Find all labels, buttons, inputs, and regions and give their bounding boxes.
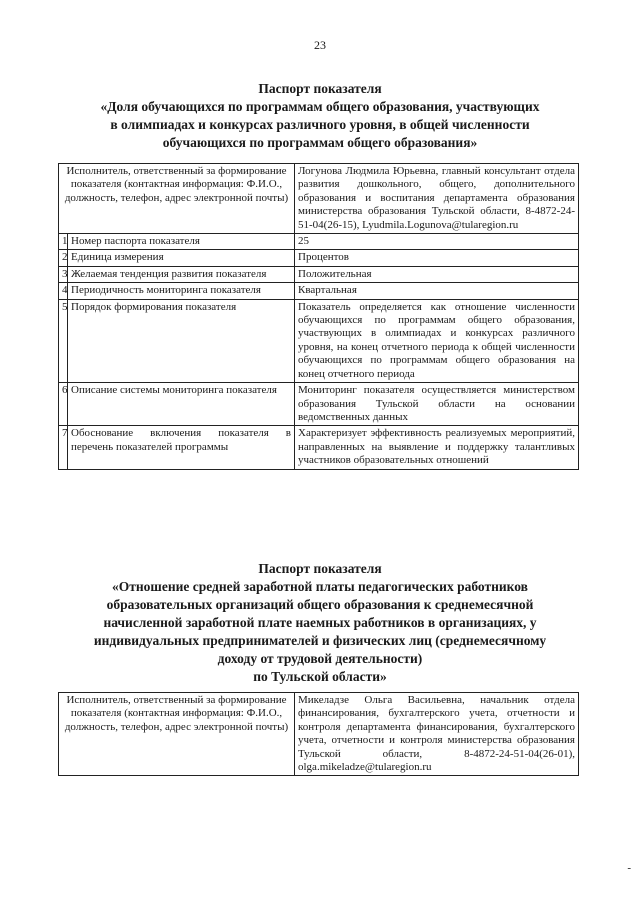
passport2-title	[40, 560, 600, 686]
row-number: 4	[59, 283, 68, 299]
row-label: Описание системы мониторинга показателя	[68, 383, 295, 426]
row-number: 3	[59, 266, 68, 282]
row-label: Единица измерения	[68, 250, 295, 266]
passport1-title	[40, 80, 600, 152]
passport1-title-line: в олимпиадах и конкурсах различного уровня, в общей численности	[110, 117, 530, 132]
table-row	[59, 266, 579, 282]
executor-value: Микеладзе Ольга Васильевна, начальник отдела финансирования, бухгалтерского учета, отчетности и контроля департамента финансирования, бухгалтерского учета, отчетности и контроля министерства образования Тульской области, 8-4872-24-51-04(26-01), olga.mikeladze@tularegion.ru	[295, 693, 579, 776]
passport2-title-line: индивидуальных предпринимателей и физических лиц (среднемесячному	[93, 633, 547, 648]
passport2-title-line: «Отношение средней заработной платы педагогических работников	[112, 579, 528, 594]
row-number: 7	[59, 426, 68, 469]
row-value: Показатель определяется как отношение численности обучающихся по программам общего образования, участвующих в олимпиадах и конкурсах различного уровня, на конец отчетного периода к общей численности обучающихся по программам общего образования на конец отчетного периода	[295, 299, 579, 382]
row-label: Обоснование включения показателя в перечень показателей программы	[68, 426, 295, 469]
table-row	[59, 164, 579, 234]
passport1-title-line: обучающихся по программам общего образования»	[162, 135, 478, 150]
passport2-title-line: по Тульской области»	[253, 669, 387, 684]
passport2-table	[58, 692, 579, 776]
passport1-title-line: Паспорт показателя	[258, 81, 382, 96]
row-number: 1	[59, 234, 68, 250]
row-number: 2	[59, 250, 68, 266]
passport1-table	[58, 163, 579, 470]
row-value: Квартальная	[295, 283, 579, 299]
table-row	[59, 234, 579, 250]
table-row	[59, 283, 579, 299]
row-value: Процентов	[295, 250, 579, 266]
row-number: 5	[59, 299, 68, 382]
row-label: Желаемая тенденция развития показателя	[68, 266, 295, 282]
row-value: 25	[295, 234, 579, 250]
row-number: 6	[59, 383, 68, 426]
row-value: Мониторинг показателя осуществляется министерством образования Тульской области на основании ведомственных данных	[295, 383, 579, 426]
passport2-title-line: начисленной заработной плате наемных работников в организациях, у	[103, 615, 537, 630]
page-number: 23	[314, 38, 326, 52]
passport2-title-line: образовательных организаций общего образования к среднемесячной	[106, 597, 534, 612]
row-value: Характеризует эффективность реализуемых мероприятий, направленных на выявление и поддержку талантливых участников образовательных отношений	[295, 426, 579, 469]
passport1-title-line: «Доля обучающихся по программам общего образования, участвующих	[100, 99, 540, 114]
table-row	[59, 426, 579, 469]
row-value: Положительная	[295, 266, 579, 282]
passport2-title-line: доходу от трудовой деятельности)	[217, 651, 423, 666]
table-row	[59, 383, 579, 426]
table-row	[59, 299, 579, 382]
executor-label: Исполнитель, ответственный за формирование показателя (контактная информация: Ф.И.О., должность, телефон, адрес электронной почты)	[59, 164, 295, 234]
table-row	[59, 250, 579, 266]
passport2-title-line: Паспорт показателя	[258, 561, 382, 576]
scan-mark: -	[627, 862, 631, 874]
table-row	[59, 693, 579, 776]
row-label: Порядок формирования показателя	[68, 299, 295, 382]
row-label: Периодичность мониторинга показателя	[68, 283, 295, 299]
executor-value: Логунова Людмила Юрьевна, главный консультант отдела развития дошкольного, общего, дополнительного образования и воспитания департамента образования министерства образования Тульской области, 8-4872-24-51-04(26-15), Lyudmila.Logunova@tularegion.ru	[295, 164, 579, 234]
executor-label: Исполнитель, ответственный за формирование показателя (контактная информация: Ф.И.О., должность, телефон, адрес электронной почты)	[59, 693, 295, 776]
row-label: Номер паспорта показателя	[68, 234, 295, 250]
